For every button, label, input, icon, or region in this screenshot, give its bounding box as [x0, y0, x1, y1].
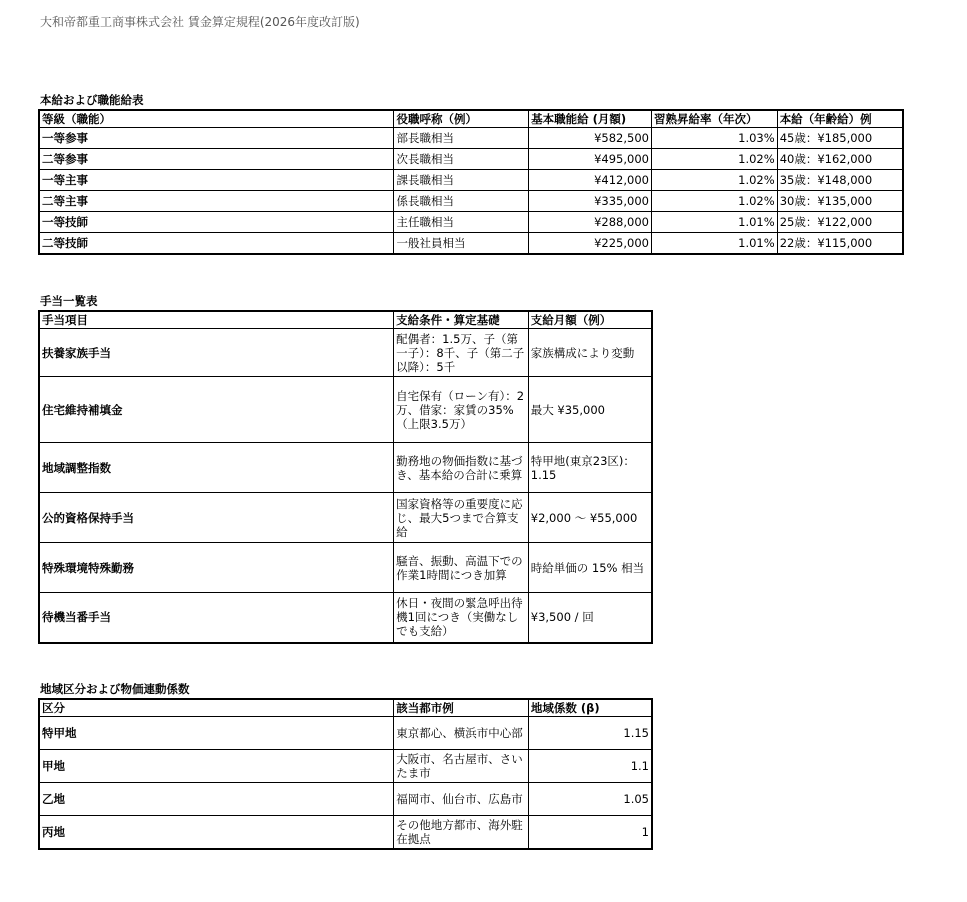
grade-cell: 二等参事 — [39, 149, 394, 170]
salary-table — [38, 109, 904, 255]
table-row — [39, 233, 903, 255]
raise-rate-cell: 1.02% — [651, 170, 777, 191]
table-row — [39, 750, 652, 783]
age-pay-cell: 22歳：¥115,000 — [777, 233, 903, 255]
column-header: 区分 — [39, 699, 394, 717]
allowance-condition-cell: 勤務地の物価指数に基づき、基本給の合計に乗算 — [394, 443, 529, 493]
region-class-cell: 丙地 — [39, 816, 394, 849]
table-row — [39, 170, 903, 191]
allowance-amount-cell: 最大 ¥35,000 — [528, 377, 652, 443]
region-cities-cell: 福岡市、仙台市、広島市 — [394, 783, 529, 816]
allowance-condition-cell: 国家資格等の重要度に応じ、最大5つまで合算支給 — [394, 493, 529, 543]
age-pay-cell: 45歳：¥185,000 — [777, 128, 903, 149]
allowance-name-cell: 待機当番手当 — [39, 593, 394, 643]
grade-cell: 一等参事 — [39, 128, 394, 149]
raise-rate-cell: 1.01% — [651, 233, 777, 255]
position-cell: 主任職相当 — [394, 212, 529, 233]
position-cell: 係長職相当 — [394, 191, 529, 212]
age-pay-cell: 30歳：¥135,000 — [777, 191, 903, 212]
table-row — [39, 783, 652, 816]
allowance-condition-cell: 休日・夜間の緊急呼出待機1回につき（実働なしでも支給） — [394, 593, 529, 643]
column-header: 支給月額（例） — [528, 311, 652, 329]
age-pay-cell: 35歳：¥148,000 — [777, 170, 903, 191]
grade-cell: 二等技師 — [39, 233, 394, 255]
column-header: 基本職能給 (月額) — [529, 110, 652, 128]
table-row — [39, 543, 652, 593]
allowance-amount-cell: ¥2,000 ～ ¥55,000 — [528, 493, 652, 543]
allowance-name-cell: 扶養家族手当 — [39, 329, 394, 377]
table-row — [39, 717, 652, 750]
grade-cell: 一等主事 — [39, 170, 394, 191]
table-row — [39, 128, 903, 149]
allowance-name-cell: 地域調整指数 — [39, 443, 394, 493]
table-header-row — [39, 311, 652, 329]
region-coefficient-cell: 1.1 — [528, 750, 652, 783]
allowance-name-cell: 特殊環境特殊勤務 — [39, 543, 394, 593]
region-class-cell: 甲地 — [39, 750, 394, 783]
region-coefficient-cell: 1.05 — [528, 783, 652, 816]
column-header: 該当都市例 — [394, 699, 529, 717]
table-header-row — [39, 110, 903, 128]
allowance-condition-cell: 自宅保有（ローン有）：2万、借家：家賃の35%（上限3.5万） — [394, 377, 529, 443]
table-row — [39, 149, 903, 170]
grade-cell: 一等技師 — [39, 212, 394, 233]
region-coefficient-cell: 1.15 — [528, 717, 652, 750]
allowance-amount-cell: ¥3,500 / 回 — [528, 593, 652, 643]
column-header: 手当項目 — [39, 311, 394, 329]
region-class-cell: 乙地 — [39, 783, 394, 816]
raise-rate-cell: 1.02% — [651, 149, 777, 170]
base-pay-cell: ¥225,000 — [529, 233, 652, 255]
column-header: 役職呼称（例） — [394, 110, 529, 128]
raise-rate-cell: 1.03% — [651, 128, 777, 149]
region-cities-cell: 大阪市、名古屋市、さいたま市 — [394, 750, 529, 783]
region-table — [38, 698, 653, 850]
region-table-title: 地域区分および物価連動係数 — [40, 682, 190, 696]
allowance-amount-cell: 時給単価の 15% 相当 — [528, 543, 652, 593]
table-row — [39, 493, 652, 543]
column-header: 習熟昇給率（年次） — [651, 110, 777, 128]
allowance-condition-cell: 騒音、振動、高温下での作業1時間につき加算 — [394, 543, 529, 593]
allowance-amount-cell: 家族構成により変動 — [528, 329, 652, 377]
position-cell: 課長職相当 — [394, 170, 529, 191]
table-row — [39, 816, 652, 849]
allowance-name-cell: 公的資格保持手当 — [39, 493, 394, 543]
age-pay-cell: 40歳：¥162,000 — [777, 149, 903, 170]
column-header: 等級（職能） — [39, 110, 394, 128]
raise-rate-cell: 1.02% — [651, 191, 777, 212]
document-title: 大和帝都重工商事株式会社 賃金算定規程(2026年度改訂版) — [40, 15, 360, 29]
grade-cell: 二等主事 — [39, 191, 394, 212]
age-pay-cell: 25歳：¥122,000 — [777, 212, 903, 233]
allowance-condition-cell: 配偶者：1.5万、子（第一子）：8千、子（第二子以降）：5千 — [394, 329, 529, 377]
table-row — [39, 443, 652, 493]
base-pay-cell: ¥412,000 — [529, 170, 652, 191]
allowance-table-title: 手当一覧表 — [40, 294, 98, 308]
table-row — [39, 191, 903, 212]
region-class-cell: 特甲地 — [39, 717, 394, 750]
position-cell: 一般社員相当 — [394, 233, 529, 255]
column-header: 地域係数 (β) — [528, 699, 652, 717]
column-header: 本給（年齢給）例 — [777, 110, 903, 128]
position-cell: 次長職相当 — [394, 149, 529, 170]
base-pay-cell: ¥335,000 — [529, 191, 652, 212]
salary-table-title: 本給および職能給表 — [40, 93, 144, 107]
table-row — [39, 329, 652, 377]
allowance-amount-cell: 特甲地(東京23区)：1.15 — [528, 443, 652, 493]
table-header-row — [39, 699, 652, 717]
table-row — [39, 593, 652, 643]
allowance-name-cell: 住宅維持補填金 — [39, 377, 394, 443]
base-pay-cell: ¥582,500 — [529, 128, 652, 149]
region-cities-cell: 東京都心、横浜市中心部 — [394, 717, 529, 750]
table-row — [39, 377, 652, 443]
base-pay-cell: ¥495,000 — [529, 149, 652, 170]
allowance-table — [38, 310, 653, 644]
position-cell: 部長職相当 — [394, 128, 529, 149]
region-coefficient-cell: 1 — [528, 816, 652, 849]
table-row — [39, 212, 903, 233]
base-pay-cell: ¥288,000 — [529, 212, 652, 233]
region-cities-cell: その他地方都市、海外駐在拠点 — [394, 816, 529, 849]
column-header: 支給条件・算定基礎 — [394, 311, 529, 329]
raise-rate-cell: 1.01% — [651, 212, 777, 233]
